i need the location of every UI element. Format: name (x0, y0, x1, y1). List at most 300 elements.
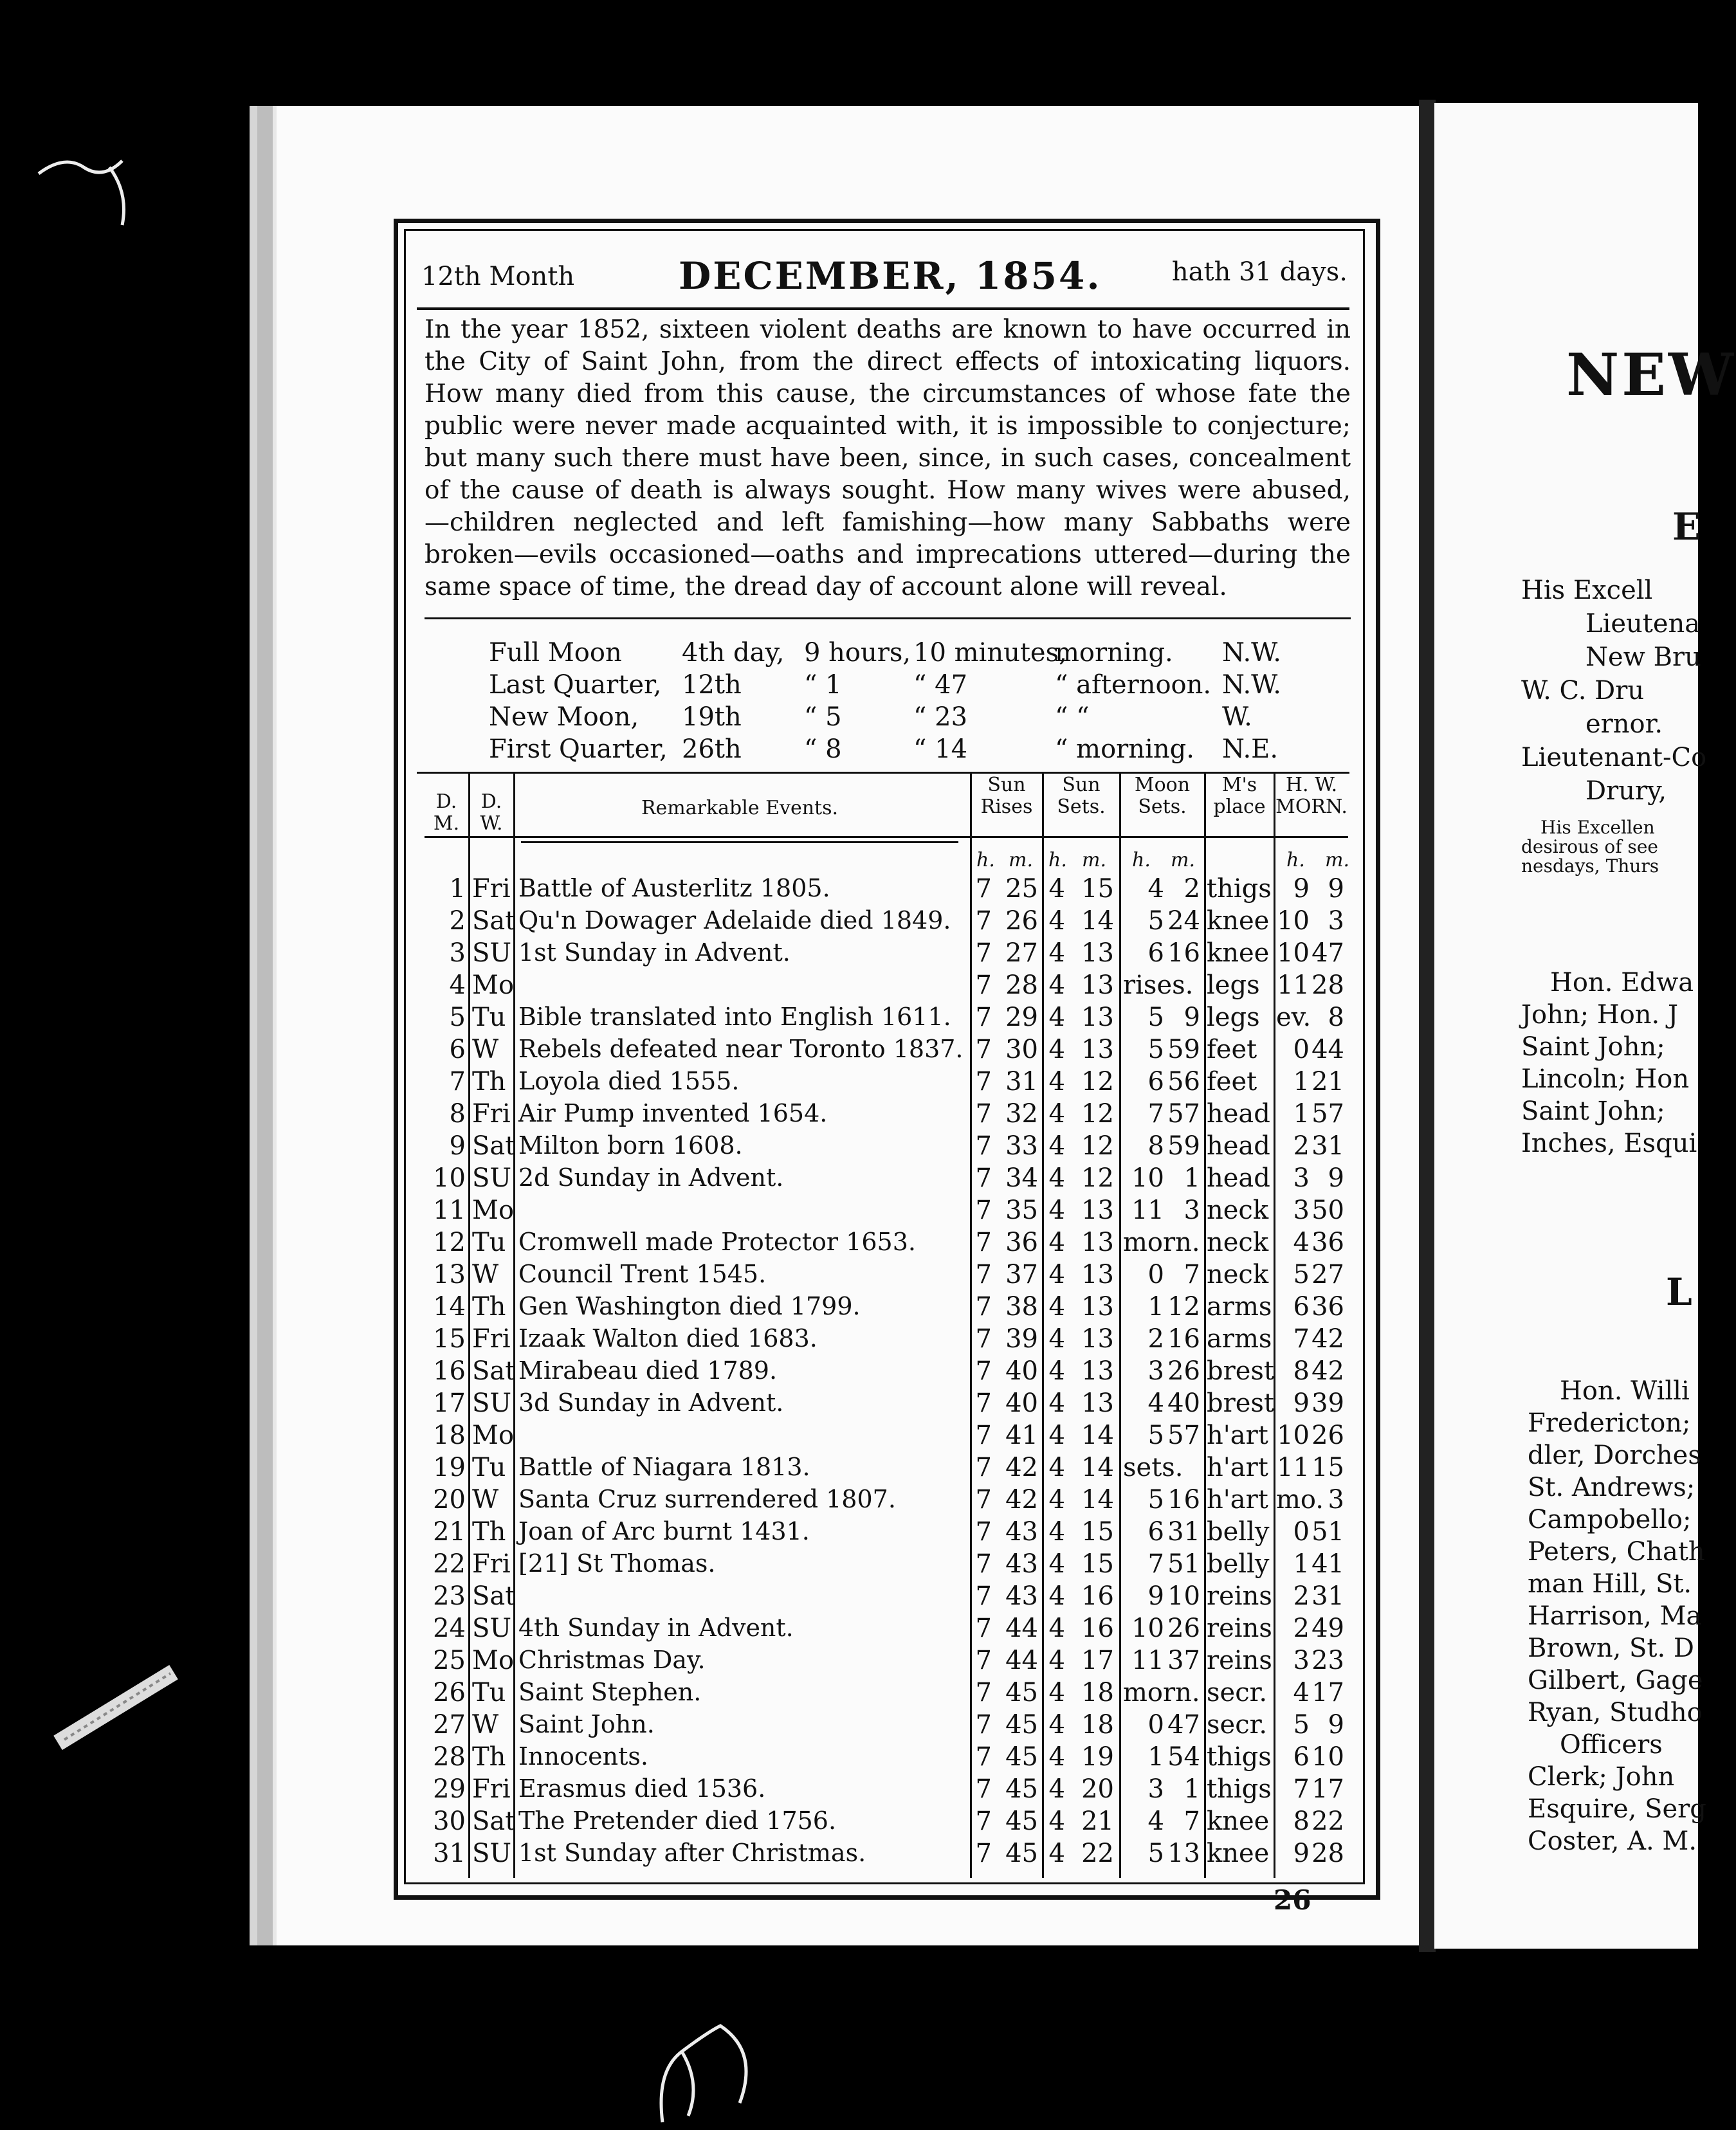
moon-day: 19th (682, 702, 742, 732)
book-gutter (1419, 100, 1436, 1952)
cell-ev: The Pretender died 1756. (518, 1807, 837, 1835)
cell-mh: 5 (1147, 1003, 1164, 1032)
cell-sm: 12 (1081, 1099, 1114, 1129)
cell-pl: reins (1207, 1646, 1272, 1675)
cell-rm: 26 (1005, 906, 1038, 936)
cell-dm: 3 (449, 938, 466, 968)
cell-pl: knee (1207, 906, 1270, 936)
cell-mh: 5 (1147, 1035, 1164, 1064)
cell-rh: 7 (975, 1196, 992, 1225)
cell-rm: 30 (1005, 1035, 1038, 1064)
cell-wh: 4 (1293, 1228, 1310, 1257)
cell-rm: 37 (1005, 1260, 1038, 1289)
cell-rm: 36 (1005, 1228, 1038, 1257)
right-text-line: man Hill, St. (1528, 1569, 1692, 1599)
page-number: 26 (1274, 1884, 1311, 1916)
cell-wm: 31 (1311, 1131, 1344, 1161)
table-row (425, 1097, 1348, 1129)
cell-sm: 13 (1081, 938, 1114, 968)
cell-sh: 4 (1048, 1131, 1065, 1161)
right-text-line: Drury, (1585, 776, 1667, 806)
cell-ev: Saint Stephen. (518, 1678, 702, 1706)
cell-dm: 29 (433, 1774, 466, 1804)
cell-mm: 26 (1167, 1356, 1200, 1386)
cell-ev: Santa Cruz surrendered 1807. (518, 1485, 896, 1513)
cell-wh: 2 (1293, 1581, 1310, 1611)
cell-mm: 3 (1183, 1196, 1200, 1225)
moon-h: “ 8 (804, 734, 842, 764)
right-text-line: Brown, St. D (1528, 1634, 1695, 1663)
cell-rm: 40 (1005, 1356, 1038, 1386)
days-note: hath 31 days. (1171, 257, 1348, 287)
cell-sm: 18 (1081, 1710, 1114, 1740)
right-text-line: Inches, Esqui (1521, 1129, 1697, 1158)
cell-sh: 4 (1048, 1807, 1065, 1836)
cell-ev: Saint John. (518, 1710, 655, 1738)
cell-sm: 19 (1081, 1742, 1114, 1772)
cell-dw: Mo (472, 970, 515, 1000)
cell-rm: 44 (1005, 1646, 1038, 1675)
cell-rh: 7 (975, 1292, 992, 1322)
cell-pl: belly (1207, 1549, 1270, 1579)
cell-wh: 10 (1277, 906, 1310, 936)
cell-wh: 11 (1277, 970, 1310, 1000)
cell-sm: 15 (1081, 1549, 1114, 1579)
table-row (425, 1129, 1348, 1161)
right-text-line: nesdays, Thurs (1521, 855, 1659, 877)
right-text-line: Saint John; (1521, 1097, 1665, 1126)
cell-mm: 13 (1167, 1839, 1200, 1868)
cell-dm: 15 (433, 1324, 466, 1354)
cell-mh: 5 (1147, 1839, 1164, 1868)
cell-pl: reins (1207, 1581, 1272, 1611)
cell-wm: 44 (1311, 1035, 1344, 1064)
cell-ev: Battle of Niagara 1813. (518, 1453, 810, 1481)
right-text-line: Esquire, Serg (1528, 1794, 1706, 1824)
cell-rh: 7 (975, 906, 992, 936)
col-header-dw: D. W. (480, 790, 503, 835)
cell-rh: 7 (975, 1035, 992, 1064)
cell-mh: 5 (1147, 1421, 1164, 1450)
moon-period: “ “ (1055, 702, 1090, 732)
cell-dw: Th (472, 1517, 506, 1547)
cell-sh: 4 (1048, 1839, 1065, 1868)
right-text-line: Lieutenant-Co (1521, 743, 1707, 772)
cell-dw: W (472, 1260, 499, 1289)
cell-rh: 7 (975, 1421, 992, 1450)
cell-sh: 4 (1048, 938, 1065, 968)
moon-period: morning. (1055, 638, 1173, 668)
cell-wh: 7 (1293, 1774, 1310, 1804)
cell-dw: Sat (472, 906, 516, 936)
cell-pl: secr. (1207, 1710, 1268, 1740)
cell-mm: 16 (1167, 1324, 1200, 1354)
cell-wm: 3 (1328, 906, 1344, 936)
table-row (425, 1064, 1348, 1097)
table-row (425, 1804, 1348, 1836)
table-row (425, 1675, 1348, 1707)
cell-wh: 3 (1293, 1163, 1310, 1193)
cell-dm: 9 (449, 1131, 466, 1161)
cell-sh: 4 (1048, 1614, 1065, 1643)
moon-phase: New Moon, (489, 702, 639, 732)
cell-dw: W (472, 1710, 499, 1740)
cell-wh: 1 (1293, 1099, 1310, 1129)
moon-phase: Last Quarter, (489, 670, 662, 700)
table-row (425, 1579, 1348, 1611)
cell-sm: 16 (1081, 1614, 1114, 1643)
cell-sh: 4 (1048, 1067, 1065, 1097)
cell-sh: 4 (1048, 1003, 1065, 1032)
table-row (425, 1450, 1348, 1482)
cell-mm: 37 (1167, 1646, 1200, 1675)
cell-sh: 4 (1048, 906, 1065, 936)
cell-mh: 5 (1147, 1485, 1164, 1515)
col-header-m-place: M's place (1213, 774, 1266, 818)
cell-wm: 47 (1311, 938, 1344, 968)
cell-mh: 7 (1147, 1549, 1164, 1579)
cell-rm: 45 (1005, 1774, 1038, 1804)
cell-wh: 10 (1277, 1421, 1310, 1450)
unit-h: h. (1132, 849, 1151, 871)
cell-mh: 0 (1147, 1260, 1164, 1289)
cell-sm: 18 (1081, 1678, 1114, 1707)
right-text-line: Lincoln; Hon (1521, 1064, 1690, 1094)
cell-wm: 57 (1311, 1099, 1344, 1129)
cell-dw: Fri (472, 1099, 511, 1129)
cell-mh: 4 (1147, 1388, 1164, 1418)
unit-m: m. (1009, 849, 1033, 871)
cell-rm: 45 (1005, 1839, 1038, 1868)
cell-dw: W (472, 1035, 499, 1064)
cell-ev: 3d Sunday in Advent. (518, 1388, 784, 1417)
cell-wh: 3 (1293, 1196, 1310, 1225)
cell-ev: Bible translated into English 1611. (518, 1003, 951, 1031)
cell-mh: 8 (1147, 1131, 1164, 1161)
cell-mm: 10 (1167, 1581, 1200, 1611)
cell-mm: 16 (1167, 938, 1200, 968)
cell-pl: neck (1207, 1196, 1269, 1225)
cell-dw: Sat (472, 1131, 516, 1161)
table-row (425, 1643, 1348, 1675)
cell-rm: 45 (1005, 1710, 1038, 1740)
cell-rh: 7 (975, 970, 992, 1000)
table-row (425, 1836, 1348, 1868)
cell-dm: 4 (449, 970, 466, 1000)
cell-sm: 14 (1081, 1421, 1114, 1450)
cell-wh: 9 (1293, 1839, 1310, 1868)
cell-mm: 7 (1183, 1807, 1200, 1836)
cell-mm: 56 (1167, 1067, 1200, 1097)
cell-pl: thigs (1207, 1774, 1272, 1804)
cell-wm: 8 (1328, 1003, 1344, 1032)
cell-mm: 57 (1167, 1421, 1200, 1450)
cell-sh: 4 (1048, 1260, 1065, 1289)
cell-pl: knee (1207, 1807, 1270, 1836)
cell-sm: 17 (1081, 1646, 1114, 1675)
cell-mm: 2 (1183, 874, 1200, 904)
cell-mh: sets. (1123, 1453, 1183, 1482)
cell-mh: 1 (1147, 1292, 1164, 1322)
cell-pl: head (1207, 1131, 1270, 1161)
table-row (425, 1257, 1348, 1289)
cell-mm: 26 (1167, 1614, 1200, 1643)
cell-dm: 24 (433, 1614, 466, 1643)
table-row (425, 1482, 1348, 1515)
moon-m: “ 47 (913, 670, 968, 700)
cell-dw: Th (472, 1292, 506, 1322)
right-text-line: Fredericton; (1528, 1408, 1691, 1438)
cell-dw: SU (472, 1839, 512, 1868)
cell-sm: 15 (1081, 1517, 1114, 1547)
cell-dw: Th (472, 1067, 506, 1097)
cell-dw: Sat (472, 1581, 516, 1611)
cell-dw: SU (472, 1614, 512, 1643)
cell-pl: legs (1207, 970, 1260, 1000)
right-text-line: Hon. Willi (1560, 1376, 1690, 1406)
cell-wm: 36 (1311, 1292, 1344, 1322)
cell-wh: 0 (1293, 1035, 1310, 1064)
cell-dw: SU (472, 938, 512, 968)
cell-mh: 4 (1147, 874, 1164, 904)
table-row (425, 1547, 1348, 1579)
cell-dw: Tu (472, 1003, 506, 1032)
cell-rm: 25 (1005, 874, 1038, 904)
cell-mm: 57 (1167, 1099, 1200, 1129)
thread-mark (26, 148, 142, 238)
cell-ev: Council Trent 1545. (518, 1260, 767, 1288)
cell-sm: 13 (1081, 1388, 1114, 1418)
cell-ev: Rebels defeated near Toronto 1837. (518, 1035, 964, 1063)
cell-mh: 1 (1147, 1742, 1164, 1772)
page-title: DECEMBER, 1854. (679, 254, 1102, 298)
moon-wind: W. (1222, 702, 1252, 732)
cell-rh: 7 (975, 1388, 992, 1418)
cell-rh: 7 (975, 1839, 992, 1868)
cell-dm: 7 (449, 1067, 466, 1097)
cell-ev: Qu'n Dowager Adelaide died 1849. (518, 906, 951, 934)
cell-sm: 12 (1081, 1131, 1114, 1161)
cell-ev: Cromwell made Protector 1653. (518, 1228, 916, 1256)
moon-day: 26th (682, 734, 742, 764)
cell-ev: Air Pump invented 1654. (518, 1099, 828, 1127)
cell-rh: 7 (975, 1678, 992, 1707)
cell-rm: 43 (1005, 1549, 1038, 1579)
cell-sh: 4 (1048, 1774, 1065, 1804)
cell-mm: 51 (1167, 1549, 1200, 1579)
table-row (425, 1289, 1348, 1322)
cell-wh: 5 (1293, 1260, 1310, 1289)
moon-day: 12th (682, 670, 742, 700)
cell-rh: 7 (975, 1807, 992, 1836)
cell-pl: secr. (1207, 1678, 1268, 1707)
cell-pl: knee (1207, 1839, 1270, 1868)
moon-phase: Full Moon (489, 638, 622, 668)
cell-pl: knee (1207, 938, 1270, 968)
cell-wm: 26 (1311, 1421, 1344, 1450)
unit-m: m. (1171, 849, 1195, 871)
cell-ev: Erasmus died 1536. (518, 1774, 766, 1803)
table-row (425, 968, 1348, 1000)
cell-mh: 3 (1147, 1356, 1164, 1386)
unit-h: h. (1048, 849, 1067, 871)
cell-dm: 5 (449, 1003, 466, 1032)
cell-dm: 30 (433, 1807, 466, 1836)
unit-m: m. (1325, 849, 1349, 871)
cell-mh: 7 (1147, 1099, 1164, 1129)
cell-mh: 6 (1147, 938, 1164, 968)
cell-wh: 8 (1293, 1807, 1310, 1836)
cell-rh: 7 (975, 1646, 992, 1675)
thread-mark (45, 1666, 187, 1756)
cell-sh: 4 (1048, 1035, 1065, 1064)
moon-h: “ 5 (804, 702, 842, 732)
cell-wm: 31 (1311, 1581, 1344, 1611)
right-text-line: Coster, A. M. (1528, 1826, 1697, 1856)
divider (425, 617, 1351, 619)
table-row (425, 1707, 1348, 1740)
cell-pl: h'art (1207, 1421, 1268, 1450)
cell-mh: rises. (1123, 970, 1194, 1000)
cell-wh: 3 (1293, 1646, 1310, 1675)
cell-sm: 13 (1081, 1260, 1114, 1289)
cell-wm: 23 (1311, 1646, 1344, 1675)
col-header-sun-rises: Sun Rises (980, 774, 1033, 818)
cell-wh: 7 (1293, 1324, 1310, 1354)
cell-wm: 9 (1328, 1710, 1344, 1740)
table-row (425, 871, 1348, 904)
cell-rh: 7 (975, 1131, 992, 1161)
right-text-line: Hon. Edwa (1550, 968, 1694, 997)
cell-mm: 7 (1183, 1260, 1200, 1289)
right-text-line: Campobello; (1528, 1505, 1692, 1534)
cell-sh: 4 (1048, 1710, 1065, 1740)
cell-ev: Christmas Day. (518, 1646, 706, 1674)
cell-dm: 18 (433, 1421, 466, 1450)
unit-m: m. (1082, 849, 1106, 871)
cell-wm: 39 (1311, 1388, 1344, 1418)
cell-dm: 27 (433, 1710, 466, 1740)
cell-rm: 35 (1005, 1196, 1038, 1225)
right-text-line: desirous of see (1521, 836, 1658, 857)
cell-mh: morn. (1123, 1228, 1200, 1257)
cell-rm: 33 (1005, 1131, 1038, 1161)
cell-dw: Th (472, 1742, 506, 1772)
cell-wm: 42 (1311, 1356, 1344, 1386)
cell-sh: 4 (1048, 1742, 1065, 1772)
cell-dm: 23 (433, 1581, 466, 1611)
cell-sm: 13 (1081, 1003, 1114, 1032)
cell-rm: 27 (1005, 938, 1038, 968)
cell-dw: Fri (472, 1774, 511, 1804)
cell-dm: 12 (433, 1228, 466, 1257)
cell-wh: 0 (1293, 1517, 1310, 1547)
moon-wind: N.E. (1222, 734, 1279, 764)
cell-dw: Tu (472, 1228, 506, 1257)
cell-pl: neck (1207, 1260, 1269, 1289)
cell-wh: 6 (1293, 1742, 1310, 1772)
cell-wm: 21 (1311, 1067, 1344, 1097)
cell-dw: W (472, 1485, 499, 1515)
cell-ev: Milton born 1608. (518, 1131, 743, 1160)
cell-rm: 38 (1005, 1292, 1038, 1322)
cell-wm: 27 (1311, 1260, 1344, 1289)
cell-mh: 2 (1147, 1324, 1164, 1354)
cell-ev: 1st Sunday in Advent. (518, 938, 790, 967)
moon-wind: N.W. (1222, 638, 1281, 668)
cell-sm: 12 (1081, 1067, 1114, 1097)
right-text-line: Saint John; (1521, 1032, 1665, 1062)
cell-wm: 42 (1311, 1324, 1344, 1354)
cell-dw: Fri (472, 1324, 511, 1354)
cell-mh: 6 (1147, 1067, 1164, 1097)
cell-sm: 14 (1081, 1485, 1114, 1515)
almanac-table (425, 772, 1348, 1878)
cell-rh: 7 (975, 1710, 992, 1740)
cell-rh: 7 (975, 1067, 992, 1097)
col-header-dm: D. M. (433, 790, 460, 835)
table-row (425, 1772, 1348, 1804)
cell-wh: 9 (1293, 1388, 1310, 1418)
cell-rh: 7 (975, 1453, 992, 1482)
cell-wh: 9 (1293, 874, 1310, 904)
cell-dm: 28 (433, 1742, 466, 1772)
cell-rm: 39 (1005, 1324, 1038, 1354)
right-text-line: St. Andrews; (1528, 1473, 1695, 1502)
moon-phases (489, 637, 1338, 765)
cell-rh: 7 (975, 1260, 992, 1289)
cell-wm: 36 (1311, 1228, 1344, 1257)
cell-wm: 50 (1311, 1196, 1344, 1225)
table-row (425, 1740, 1348, 1772)
cell-wm: 3 (1328, 1485, 1344, 1515)
table-row (425, 1225, 1348, 1257)
right-heading: L (1666, 1270, 1692, 1314)
cell-rm: 43 (1005, 1581, 1038, 1611)
moon-phase-row (489, 637, 1338, 669)
cell-mh: 4 (1147, 1807, 1164, 1836)
cell-pl: head (1207, 1163, 1270, 1193)
cell-rm: 45 (1005, 1742, 1038, 1772)
cell-dm: 10 (433, 1163, 466, 1193)
moon-phase: First Quarter, (489, 734, 668, 764)
right-text-line: Ryan, Studho (1528, 1698, 1703, 1727)
cell-rh: 7 (975, 1581, 992, 1611)
right-text-line: Harrison, Ma (1528, 1601, 1702, 1631)
cell-rm: 42 (1005, 1485, 1038, 1515)
moon-m: “ 14 (913, 734, 968, 764)
cell-sm: 21 (1081, 1807, 1114, 1836)
cell-mm: 24 (1167, 906, 1200, 936)
cell-wh: 2 (1293, 1131, 1310, 1161)
col-header-events: Remarkable Events. (641, 797, 839, 819)
cell-ev: Gen Washington died 1799. (518, 1292, 861, 1320)
cell-rh: 7 (975, 1003, 992, 1032)
cell-sm: 13 (1081, 1324, 1114, 1354)
cell-wh: 8 (1293, 1356, 1310, 1386)
cell-dw: Sat (472, 1807, 516, 1836)
cell-dm: 6 (449, 1035, 466, 1064)
cell-wm: 9 (1328, 1163, 1344, 1193)
cell-pl: thigs (1207, 1742, 1272, 1772)
col-header-moon-sets: Moon Sets. (1134, 774, 1191, 818)
cell-ev: 4th Sunday in Advent. (518, 1614, 794, 1642)
cell-wm: 41 (1311, 1549, 1344, 1579)
cell-dm: 31 (433, 1839, 466, 1868)
cell-wm: 17 (1311, 1774, 1344, 1804)
right-text-line: His Excellen (1540, 817, 1655, 838)
cell-dm: 16 (433, 1356, 466, 1386)
